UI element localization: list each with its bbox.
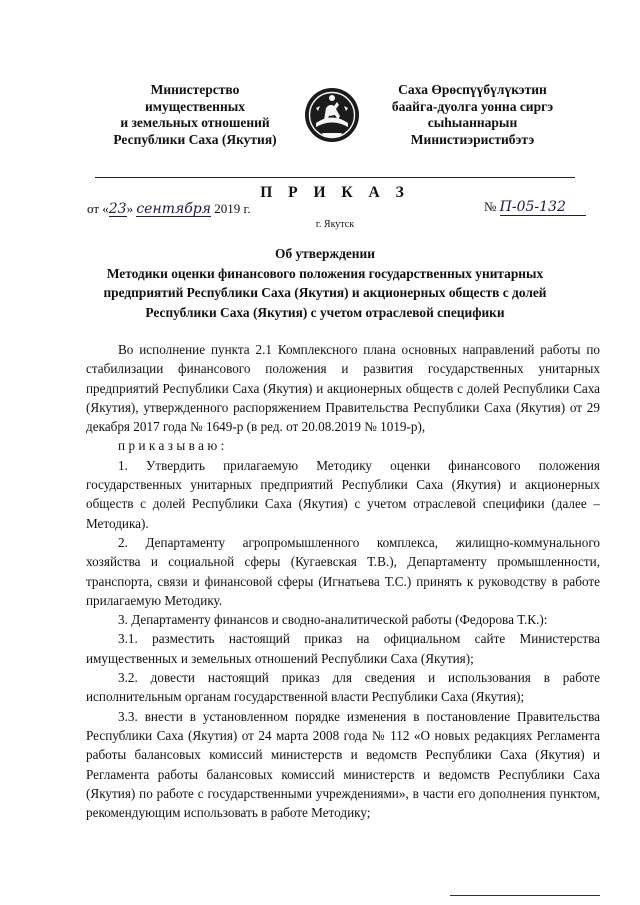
item-1-paragraph: 1. Утвердить прилагаемую Методику оценки финансового положения государственных унитарных предприятий Республики Саха (Якутия) и акционерных обществ с долей Республики Саха (Якутия) с учетом отраслевой специфики (далее – Методика).	[86, 457, 600, 531]
ministry-name-line: Министиэристибэтэ	[410, 131, 535, 147]
order-date	[87, 201, 251, 217]
preamble-paragraph: Во исполнение пункта 2.1 Комплексного плана основных направлений работы по стабилизации финансового положения и развития государственных унитарных предприятий Республики Саха (Якутия) и акционерных обществ с долей Республики Саха (Якутия), утвержденного распоряжением Правительства Республики Саха (Якутия) от 29 декабря 2017 года № 1649-р (в ред. от 20.08.2019 № 1019-р),	[86, 342, 600, 435]
number-handwritten: П-05-132	[500, 199, 586, 216]
ministry-name-line: имущественных	[144, 98, 246, 114]
ministry-name-line: Саха Өрөспүүбүлүкэтин	[398, 82, 547, 97]
ministry-name-line: Министерство	[150, 82, 240, 97]
document-title: П Р И К А З	[260, 184, 410, 201]
item-2-paragraph: 2. Департаменту агропромышленного комплекса, жилищно-коммунального хозяйства и социальной сферы (Кугаевская Т.В.), Департаменту промышленности, транспорта, связи и финансовой сферы (Игнатьева Т.С.) принять к руководству в работе прилагаемую Методику.	[86, 534, 600, 608]
ministry-name-yakut	[370, 82, 575, 148]
ministry-name-line: сыһыаннарын	[427, 115, 518, 130]
ministry-name-line: баайга-дуолга уонна сиргэ	[391, 98, 554, 114]
issue-city: г. Якутск	[315, 219, 355, 230]
date-month-handwritten: сентября	[136, 201, 212, 217]
ministry-name-line: и земельных отношений	[120, 115, 270, 130]
subject-line-2: Методики оценки финансового положения государственных унитарных предприятий Республики Саха (Якутия) и акционерных обществ с долей Республики Саха (Якутия) с учетом отраслевой специфики	[103, 265, 547, 320]
header-divider	[95, 177, 575, 178]
order-number	[484, 199, 586, 216]
date-prefix: от «	[87, 201, 109, 216]
ministry-name-russian	[95, 82, 295, 148]
command-word: приказываю:	[118, 438, 228, 454]
number-prefix: №	[484, 199, 500, 214]
coat-of-arms-icon	[302, 82, 362, 146]
ministry-name-line: Республики Саха (Якутия)	[113, 131, 277, 147]
page-footer-line	[450, 895, 600, 896]
item-3-2-paragraph: 3.2. довести настоящий приказ для сведения и использования в работе исполнительным органам государственной власти Республики Саха (Якутия);	[86, 670, 600, 705]
item-3-1-paragraph: 3.1. разместить настоящий приказ на официальном сайте Министерства имущественных и земельных отношений Республики Саха (Якутия);	[86, 631, 600, 666]
date-mid: »	[126, 201, 137, 216]
item-3-3-paragraph: 3.3. внести в установленном порядке изменения в постановление Правительства Республики Саха (Якутия) от 24 марта 2008 года № 112 «О новых редакциях Регламента работы балансовых комиссий министерств и ведомств Республики Саха (Якутия) и Регламента работы балансовых комиссий министерств и ведомств Республики Саха (Якутия) по работе с государственными учреждениями», в части его дополнения пунктом, рекомендующим использовать в работе Методику;	[86, 708, 600, 821]
date-day-handwritten: 23	[108, 201, 127, 217]
date-suffix: 2019 г.	[211, 201, 251, 216]
order-subject	[80, 244, 570, 322]
subject-line-1: Об утверждении	[275, 246, 375, 261]
order-body	[86, 340, 600, 822]
item-3-paragraph: 3. Департаменту финансов и сводно-аналитической работы (Федорова Т.К.):	[118, 612, 548, 628]
